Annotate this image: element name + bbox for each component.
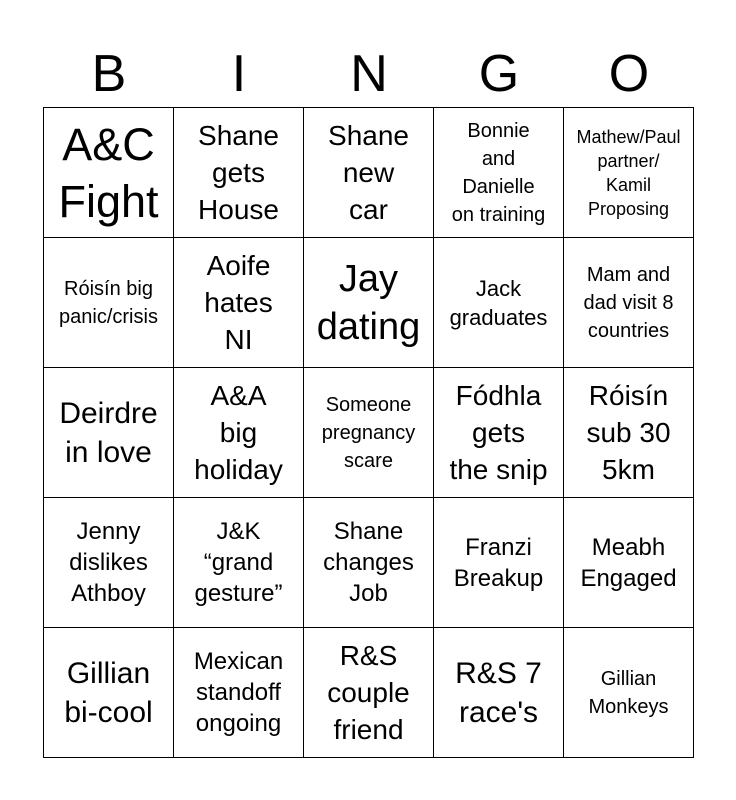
bingo-cell[interactable] <box>304 628 434 758</box>
bingo-cell[interactable] <box>434 238 564 368</box>
bingo-cell[interactable] <box>44 368 174 498</box>
cell-text: Shane new car <box>328 120 409 225</box>
cell-text: R&S 7 race's <box>455 656 542 729</box>
bingo-header <box>44 40 694 108</box>
cell-text: Róisín big panic/crisis <box>59 277 158 328</box>
cell-text: A&C Fight <box>58 118 159 227</box>
cell-text: Franzi Breakup <box>453 533 544 592</box>
bingo-cell[interactable] <box>44 108 174 238</box>
bingo-cell[interactable] <box>564 498 694 628</box>
bingo-cell[interactable] <box>564 628 694 758</box>
cell-text: Mexican standoff ongoing <box>193 648 284 737</box>
cell-text: J&K “grand gesture” <box>194 518 283 607</box>
cell-text: Deirdre in love <box>59 396 158 469</box>
header-letter-i: I <box>231 45 247 103</box>
cell-text: Gillian Monkeys <box>588 667 669 718</box>
cell-text: Shane gets House <box>198 120 279 225</box>
cell-text: Meabh Engaged <box>580 533 677 592</box>
cell-text: Mam and dad visit 8 countries <box>583 263 674 342</box>
bingo-cell[interactable] <box>174 238 304 368</box>
bingo-cell[interactable] <box>304 238 434 368</box>
header-letter-b: B <box>91 45 127 103</box>
header-letter-g: G <box>478 45 520 103</box>
bingo-card-grid <box>43 107 694 758</box>
cell-text: Gillian bi-cool <box>64 656 153 729</box>
bingo-cell[interactable] <box>304 498 434 628</box>
cell-text: Jenny dislikes Athboy <box>69 518 148 607</box>
bingo-cell[interactable] <box>174 498 304 628</box>
cell-text: Jack graduates <box>449 275 548 330</box>
cell-text: Jay dating <box>316 257 421 348</box>
bingo-cell[interactable] <box>304 368 434 498</box>
bingo-cell[interactable] <box>434 628 564 758</box>
bingo-cell[interactable] <box>434 368 564 498</box>
cell-text: Aoife hates NI <box>204 250 273 355</box>
cell-text: R&S couple friend <box>327 640 410 745</box>
cell-text: Someone pregnancy scare <box>321 393 416 472</box>
cell-text: Bonnie and Danielle on training <box>451 119 546 226</box>
bingo-cell[interactable] <box>434 108 564 238</box>
bingo-cell[interactable] <box>304 108 434 238</box>
header-letter-n: N <box>350 45 388 103</box>
header-letter-o: O <box>608 45 650 103</box>
cell-text: Róisín sub 30 5km <box>586 380 671 485</box>
bingo-cell[interactable] <box>174 368 304 498</box>
bingo-cell[interactable] <box>564 368 694 498</box>
bingo-cell[interactable] <box>434 498 564 628</box>
cell-text: Mathew/Paul partner/ Kamil Proposing <box>576 126 681 219</box>
bingo-cell[interactable] <box>44 238 174 368</box>
cell-text: Shane changes Job <box>323 518 414 607</box>
bingo-cell[interactable] <box>174 628 304 758</box>
bingo-cell[interactable] <box>44 498 174 628</box>
bingo-cell[interactable] <box>174 108 304 238</box>
bingo-cell[interactable] <box>564 238 694 368</box>
cell-text: Fódhla gets the snip <box>449 380 548 485</box>
bingo-cell[interactable] <box>564 108 694 238</box>
cell-text: A&A big holiday <box>194 380 283 485</box>
bingo-cell[interactable] <box>44 628 174 758</box>
